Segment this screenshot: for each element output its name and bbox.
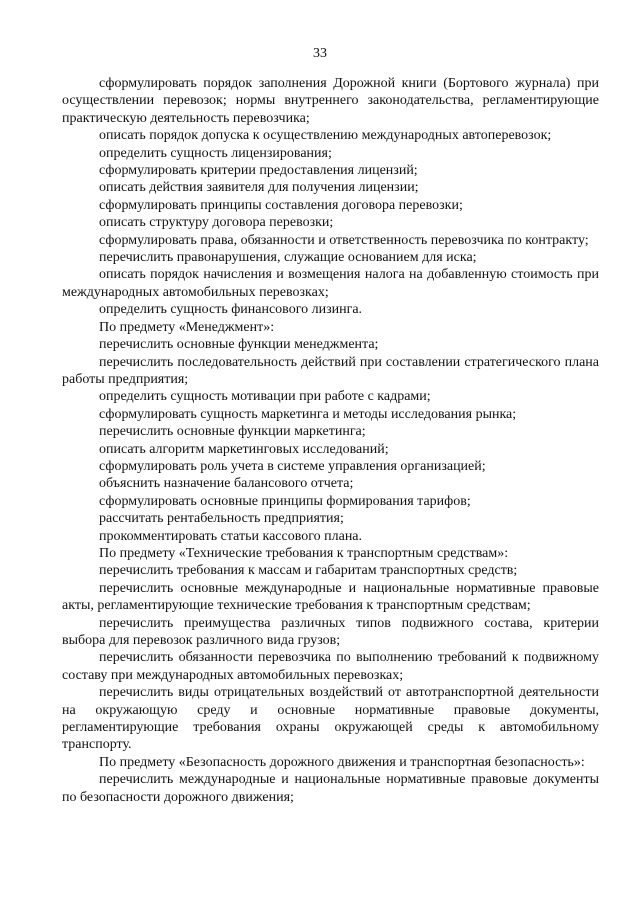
paragraph: перечислить требования к массам и габаритам транспортных средств;	[99, 563, 518, 579]
paragraph: перечислить последовательность действий при составлении стратегического плана работы предприятия;	[62, 354, 599, 387]
paragraph: сформулировать права, обязанности и ответственность перевозчика по контракту;	[99, 232, 589, 248]
paragraph: перечислить виды отрицательных воздействий от автотранспортной деятельности на окружающую среду и основные нормативные правовые документы, регламентирующие требования охраны окружающей среды к автомобильному транспорту.	[62, 685, 599, 753]
paragraph: сформулировать принципы составления договора перевозки;	[99, 197, 463, 213]
paragraph: описать алгоритм маркетинговых исследований;	[99, 441, 389, 457]
paragraph: перечислить международные и национальные нормативные правовые документы по безопасности дорожного движения;	[62, 772, 599, 805]
page-number: 33	[313, 46, 327, 61]
section-heading: По предмету «Безопасность дорожного движения и транспортная безопасность»:	[99, 754, 585, 770]
paragraph: сформулировать порядок заполнения Дорожной книги (Бортового журнала) при осуществлении перевозок; нормы внутреннего законодательства, регламентирующие практическую деятельность перевозчика;	[62, 76, 599, 126]
paragraph: описать порядок допуска к осуществлению международных автоперевозок;	[99, 128, 552, 144]
paragraph: перечислить преимущества различных типов подвижного состава, критерии выбора для перевозок различного вида грузов;	[62, 615, 599, 648]
paragraph: перечислить обязанности перевозчика по выполнению требований к подвижному составу при международных автомобильных перевозках;	[62, 650, 599, 683]
paragraph: описать порядок начисления и возмещения налога на добавленную стоимость при международных автомобильных перевозках;	[62, 267, 599, 300]
paragraph: сформулировать роль учета в системе управления организацией;	[99, 458, 486, 474]
paragraph: перечислить основные функции маркетинга;	[99, 424, 366, 440]
paragraph: перечислить основные международные и национальные нормативные правовые акты, регламентирующие технические требования к транспортным средствам;	[62, 580, 599, 614]
paragraph: определить сущность финансового лизинга.	[99, 302, 363, 318]
paragraph: рассчитать рентабельность предприятия;	[99, 511, 344, 527]
paragraph: прокомментировать статьи кассового плана.	[99, 528, 363, 544]
paragraph: сформулировать основные принципы формирования тарифов;	[99, 493, 471, 509]
section-heading: По предмету «Менеджмент»:	[99, 319, 275, 335]
paragraph: объяснить назначение балансового отчета;	[99, 476, 354, 492]
paragraph: описать действия заявителя для получения лицензии;	[99, 180, 419, 196]
body-text	[62, 75, 599, 806]
paragraph: сформулировать сущность маркетинга и методы исследования рынка;	[99, 406, 517, 422]
paragraph: перечислить основные функции менеджмента;	[99, 337, 379, 353]
paragraph: сформулировать критерии предоставления лицензий;	[99, 163, 418, 179]
paragraph: перечислить правонарушения, служащие основанием для иска;	[99, 250, 477, 266]
section-heading: По предмету «Технические требования к транспортным средствам»:	[99, 545, 509, 561]
paragraph: определить сущность мотивации при работе с кадрами;	[99, 389, 431, 405]
paragraph: описать структуру договора перевозки;	[99, 215, 334, 231]
paragraph: определить сущность лицензирования;	[99, 145, 332, 161]
